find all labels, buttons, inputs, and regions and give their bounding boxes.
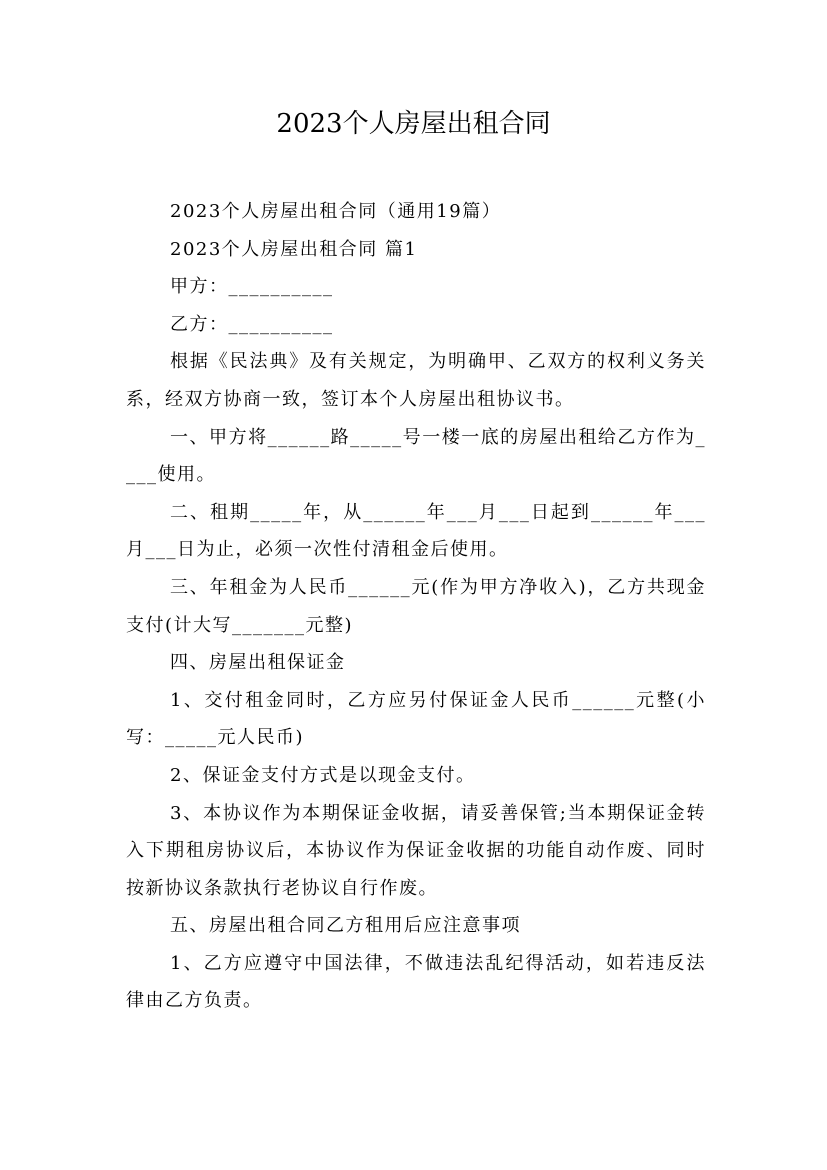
clause-4-title: 四、房屋出租保证金 <box>170 652 346 674</box>
clause-5-title: 五、房屋出租合同乙方租用后应注意事项 <box>170 915 521 937</box>
clause-5-item-1: 1、乙方应遵守中国法律，不做违法乱纪得活动，如若违反法律由乙方负责。 <box>126 952 706 1012</box>
paragraph-preamble: 根据《民法典》及有关规定，为明确甲、乙双方的权利义务关系，经双方协商一致，签订本个人房屋出租协议书。 <box>126 351 706 410</box>
paragraph-section-title: 2023个人房屋出租合同 篇1 <box>170 238 418 260</box>
clause-3: 三、年租金为人民币______元(作为甲方净收入)，乙方共现金支付(计大写_______元整) <box>126 576 706 636</box>
party-a-line: 甲方：__________ <box>170 276 334 298</box>
paragraph-heading: 2023个人房屋出租合同（通用19篇） <box>170 201 502 222</box>
clause-4-item-2: 2、保证金支付方式是以现金支付。 <box>170 764 476 786</box>
party-b-line: 乙方：__________ <box>170 313 334 335</box>
clause-1: 一、甲方将______路_____号一楼一底的房屋出租给乙方作为____使用。 <box>126 426 706 486</box>
document-title: 2023个人房屋出租合同 <box>276 109 551 139</box>
clause-2: 二、租期_____年，从______年___月___日起到______年___月___日为止，必须一次性付清租金后使用。 <box>126 501 706 561</box>
document-body <box>126 193 706 1020</box>
clause-4-item-3: 3、本协议作为本期保证金收据，请妥善保管;当本期保证金转入下期租房协议后，本协议作为保证金收据的功能自动作废、同时按新协议条款执行老协议自行作废。 <box>126 802 706 899</box>
clause-4-item-1: 1、交付租金同时，乙方应另付保证金人民币______元整(小写：_____元人民币) <box>126 689 706 749</box>
